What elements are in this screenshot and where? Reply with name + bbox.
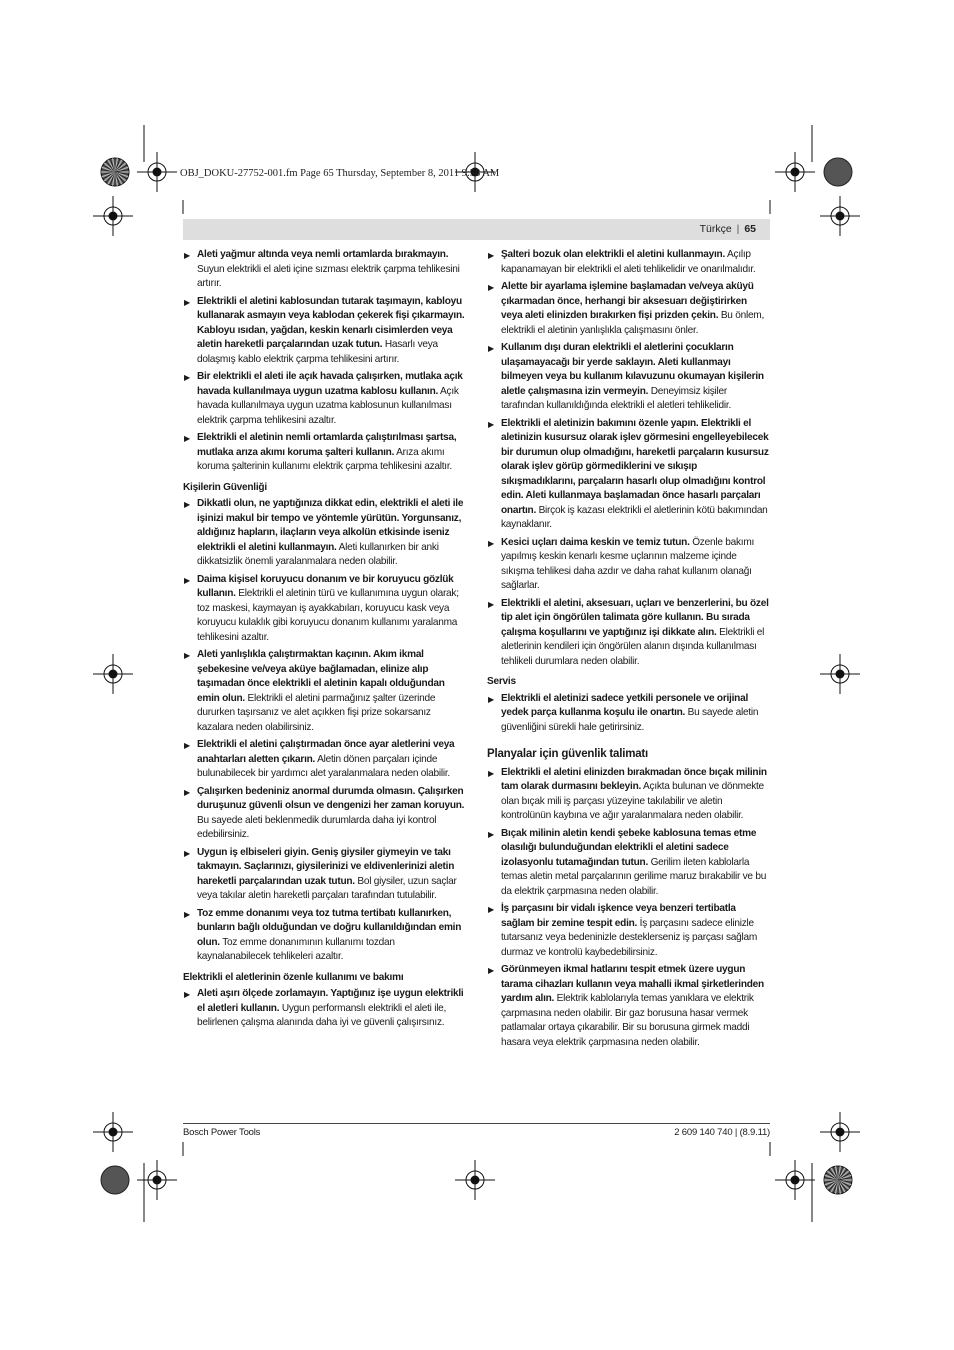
bullet-text: Açık havada kullanılmaya uygun uzatma kablosunun kullanılması elektrik çarpma tehlikesini azaltır. [197,385,459,426]
bullet-emphasis: Elektrikli el aletinizin bakımını özenle yapın. Elektrikli el aletinizin kusursuz olarak işlev görmesini engelleyebilecek bir durumun olup olmadığını, hareketli parçaların kusursuz olarak işlev görüp görmediklerini ve sıkışıp sıkışmadıklarını, parçaların hasarlı olup olmadığını kontrol edin. Aleti kullanmaya başlamadan önce hasarlı parçaları onartın. [501,417,769,516]
bullet-item [183,907,466,965]
bullet-emphasis: Elektrikli el aletinizi sadece yetkili personele ve orijinal yedek parça kullanma koşulu ile onartın. [501,692,748,718]
footer-brand: Bosch Power Tools [183,1127,261,1138]
header-separator: | [736,223,740,235]
bullet-emphasis: Elektrikli el aletini elinizden bırakmadan önce bıçak milinin tam olarak durmasını bekleyin. [501,766,767,792]
bullet-emphasis: Bir elektrikli el aleti ile açık havada çalışırken, mutlaka açık havada kullanılmaya uygun uzatma kablosu kullanın. [197,371,463,397]
bullet-emphasis: Görünmeyen ikmal hatlarını tespit etmek üzere uygun tarama cihazları kullanın veya mahalli ikmal şirketlerinden yardım alın. [501,964,764,1004]
bullet-arrow-icon: ▶ [488,768,494,778]
bullet-arrow-icon: ▶ [184,848,190,858]
bullet-arrow-icon: ▶ [488,694,494,704]
bullet-item [487,692,770,736]
section-heading: Elektrikli el aletlerinin özenle kullanımı ve bakımı [183,971,404,983]
bullet-arrow-icon: ▶ [488,966,494,975]
bullet-text: Bol giysiler, uzun saçlar veya takılar aletin hareketli parçaları tarafından tutulabilir. [197,875,457,901]
bullet-item [487,280,770,338]
bullet-text: Suyun elektrikli el aleti içine sızması elektrik çarpma tehlikesini artırır. [197,263,460,289]
bullet-arrow-icon: ▶ [184,575,190,585]
bullet-emphasis: Kesici uçları daima keskin ve temiz tutun. [501,536,690,548]
bullet-arrow-icon: ▶ [488,538,494,548]
bullet-item [183,738,466,782]
bullet-arrow-icon: ▶ [184,434,190,443]
bullet-arrow-icon: ▶ [184,297,190,307]
bullet-item [487,536,770,594]
footer-doc-number: 2 609 140 740 | (8.9.11) [674,1127,770,1138]
bullet-arrow-icon: ▶ [488,419,494,429]
bullet-item [487,417,770,533]
header-language: Türkçe [699,223,732,235]
bullet-emphasis: Elektrikli el aletini, aksesuarı, uçları ve benzerlerini, bu özel tip alet için öngörülen talimata göre kullanın. Bu sırada çalışma koşullarını ve yaptığınız işi dikkate alın. [501,597,769,638]
bullet-text: Birçok iş kazası elektrikli el aletlerinin kötü bakımından kaynaklanır. [501,504,768,530]
bullet-text: Özenle bakımı yapılmış keskin kenarlı kesme uçlarının malzeme içinde sıkışma tehlikesi daha azdır ve daha rahat kullanım olanağı sağlarlar. [501,536,755,591]
chapter-heading: Planyalar için güvenlik talimatı [487,748,649,760]
bullet-emphasis: Aleti aşırı ölçede zorlamayın. Yaptığınız işe uygun elektrikli el aletleri kullanın. [197,988,464,1014]
bullet-arrow-icon: ▶ [184,651,190,660]
bullet-emphasis: Toz emme donanımı veya toz tutma tertibatı kullanırken, bunların bağlı olduğundan ve doğru kullanıldığından emin olun. [197,907,462,948]
bullet-text: Aleti kullanırken bir anki dikkatsizlik önemli yaralanmalara neden olabilir. [197,541,439,567]
bullet-item [183,648,466,735]
bullet-emphasis: Alette bir ayarlama işlemine başlamadan ve/veya aküyü çıkarmadan önce, herhangi bir aksesuarı değiştirirken veya aleti elinizden bırakırken fişi prizden çekin. [501,281,754,321]
bullet-arrow-icon: ▶ [488,251,494,260]
bullet-arrow-icon: ▶ [184,500,190,509]
bullet-arrow-icon: ▶ [488,599,494,609]
bullet-item [487,902,770,960]
section-heading: Servis [487,676,516,687]
bullet-item [487,248,770,277]
bullet-emphasis: Aleti yanlışlıkla çalıştırmaktan kaçının. Akım ikmal şebekesine ve/veya aküye bağlamadan, elinize alıp taşımadan önce elektrikli el aletinin kapalı olduğundan emin olun. [197,649,445,704]
bullet-emphasis: Şalteri bozuk olan elektrikli el aletini kullanmayın. [501,249,726,260]
bullet-emphasis: Bıçak milinin aletin kendi şebeke kablosuna temas etme olasılığı bulunduğundan elektrikli el aletini sadece izolasyonlu tutamağından tutun. [501,827,757,868]
bullet-emphasis: Kullanım dışı duran elektrikli el aletlerini çocukların ulaşamayacağı bir yerde saklayın. Aleti kullanmayı bilmeyen veya bu kullanım kılavuzunu okumayan kişilerin aletle çalışmasına izin vermeyin. [501,342,764,397]
bullet-emphasis: Elektrikli el aletini kablosundan tutarak taşımayın, kabloyu kullanarak asmayın veya kablodan çekerek fişi çıkarmayın. Kabloyu ısıdan, yağdan, keskin kenarlı cisimlerden veya aletin hareketli parçalarından uzak tutun. [197,295,465,350]
bullet-text: Açıkta bulunan ve dönmekte olan bıçak mili iş parçası yüzeyine takılabilir ve aletin kontrolünün kaybına ve ağır yaralanmalara neden olabilir. [501,781,764,821]
page-header-bar [183,219,770,240]
bullet-text: Elektrikli el aletinin türü ve kullanımına uygun olarak; toz maskesi, kaymayan iş ayakkabıları, koruyucu kask veya koruyucu kulaklık gibi koruyucu donanım kullanımı yaralanma tehlikesini azaltır. [197,588,459,643]
bullet-text: Bu sayede aleti beklenmedik durumlarda daha iyi kontrol edebilirsiniz. [197,814,437,840]
bullet-arrow-icon: ▶ [488,344,494,353]
bullet-text: Toz emme donanımının kullanımı tozdan kaynalanabilecek tehlikeleri azaltır. [197,936,395,962]
bullet-text: Aletin dönen parçaları içinde bulunabilecek bir yardımcı alet yaralanmalara neden olabilir. [197,753,450,779]
bullet-text: Deneyimsiz kişiler tarafından kullanıldığında elektrikli el aletleri tehlikelidir. [501,385,731,411]
bullet-emphasis: İş parçasını bir vidalı işkence veya benzeri tertibatla sağlam bir zemine tespit edin. [501,903,736,929]
page-header [700,223,756,235]
bullet-arrow-icon: ▶ [184,373,190,382]
bullet-arrow-icon: ▶ [488,905,494,914]
bullet-emphasis: Daima kişisel koruyucu donanım ve bir koruyucu gözlük kullanın. [197,573,454,599]
footer-rule [183,1123,770,1124]
bullet-arrow-icon: ▶ [184,990,190,999]
bullet-text: Elektrikli el aletini parmağınız şalter üzerinde dururken taşırsanız ve alet açıkken fişi prize sokarsanız kazalara neden olabilirsiniz. [197,692,436,733]
bullet-emphasis: Elektrikli el aletini çalıştırmadan önce ayar aletlerini veya anahtarları aletten çıkarın. [197,739,455,765]
bullet-emphasis: Dikkatli olun, ne yaptığınıza dikkat edin, elektrikli el aleti ile işinizi makul bir tempo ve yöntemle yürütün. Yorgunsanız, aldığınız hapların, ilaçların veya alkolün etkisinde iseniz elektrikli el aletini kullanmayın. [197,498,464,553]
left-column [183,248,466,1034]
section-heading: Kişilerin Güvenliği [183,481,267,493]
bullet-arrow-icon: ▶ [184,909,190,919]
bullet-arrow-icon: ▶ [184,787,190,797]
bullet-item [183,370,466,428]
bullet-text: Gerilim ileten kablolarla temas aletin metal parçalarının gerilime maruz bırakabilir ve bu da elektrik çarpmasına neden olabilir. [501,856,767,897]
bullet-item [183,573,466,646]
bullet-arrow-icon: ▶ [488,829,494,839]
bullet-emphasis: Çalışırken bedeniniz anormal durumda olmasın. Çalışırken duruşunuz güvenli olsun ve dengenizi her zaman koruyun. [197,785,465,811]
page-number: 65 [744,223,756,235]
bullet-text: Elektrik kablolarıyla temas yanıklara ve elektrik çarpmasına neden olabilir. Bir gaz borusuna hasar vermek patlamalar ortaya çıkarabilir. Bir su borusuna girmek maddi hasara veya elektrik çarpmasına neden olabilir. [501,993,754,1048]
bullet-item [487,597,770,670]
bullet-arrow-icon: ▶ [184,741,190,750]
bullet-item [183,248,466,292]
bullet-item [487,827,770,900]
bullet-item [487,766,770,824]
bullet-emphasis: Elektrikli el aletinin nemli ortamlarda çalıştırılması şartsa, mutlaka arıza akımı koruma şalteri kullanın. [197,432,457,458]
bullet-text: Bu sayede aletin güvenliğini sürekli hale getirirsiniz. [501,707,759,733]
bullet-item [183,785,466,843]
registration-starburst-icon [824,1166,852,1194]
document-slug: OBJ_DOKU-27752-001.fm Page 65 Thursday, September 8, 2011 9:58 AM [180,168,500,179]
bullet-item [183,497,466,570]
bullet-arrow-icon: ▶ [184,251,190,260]
bullet-emphasis: Aleti yağmur altında veya nemli ortamlarda bırakmayın. [197,249,449,260]
bullet-emphasis: Uygun iş elbiseleri giyin. Geniş giysiler giymeyin ve takı takmayın. Saçlarınızı, giysilerinizi ve eldivenlerinizi aletin hareketli parçalarından uzak tutun. [197,846,455,887]
bullet-item [487,963,770,1050]
bullet-text: Elektrikli el aletlerinin kendileri için öngörülen alanın dışında kullanılması tehlikeli durumlara neden olabilir. [501,626,765,667]
right-column [487,248,770,1053]
bullet-item [183,987,466,1031]
bullet-arrow-icon: ▶ [488,283,494,292]
bullet-text: İş parçasını sadece elinizle tutarsanız veya bedeninizle desteklerseniz iş parçası sağlam durmaz ve kontrolü kaybedebilirsiniz. [501,917,757,958]
bullet-text: Açılıp kapanamayan bir elektrikli el aleti tehlikelidir ve onarılmalıdır. [501,249,756,275]
bullet-item [183,846,466,904]
bullet-item [183,431,466,475]
bullet-text: Hasarlı veya dolaşmış kablo elektrik çarpma tehlikesini artırır. [197,339,438,365]
registration-starburst-icon [101,158,129,186]
bullet-item [487,341,770,414]
registration-disc-icon [101,1166,129,1194]
bullet-item [183,295,466,368]
bullet-text: Uygun performanslı elektrikli el aleti ile, belirlenen çalışma alanında daha iyi ve güvenli çalışırsınız. [197,1002,447,1028]
bullet-text: Bu önlem, elektrikli el aletinin yanlışlıkla çalışmasını önler. [501,310,765,336]
bullet-text: Arıza akımı koruma şalterinin kullanımı elektrik çarpma tehlikesini azaltır. [197,446,452,472]
registration-disc-icon [824,158,852,186]
